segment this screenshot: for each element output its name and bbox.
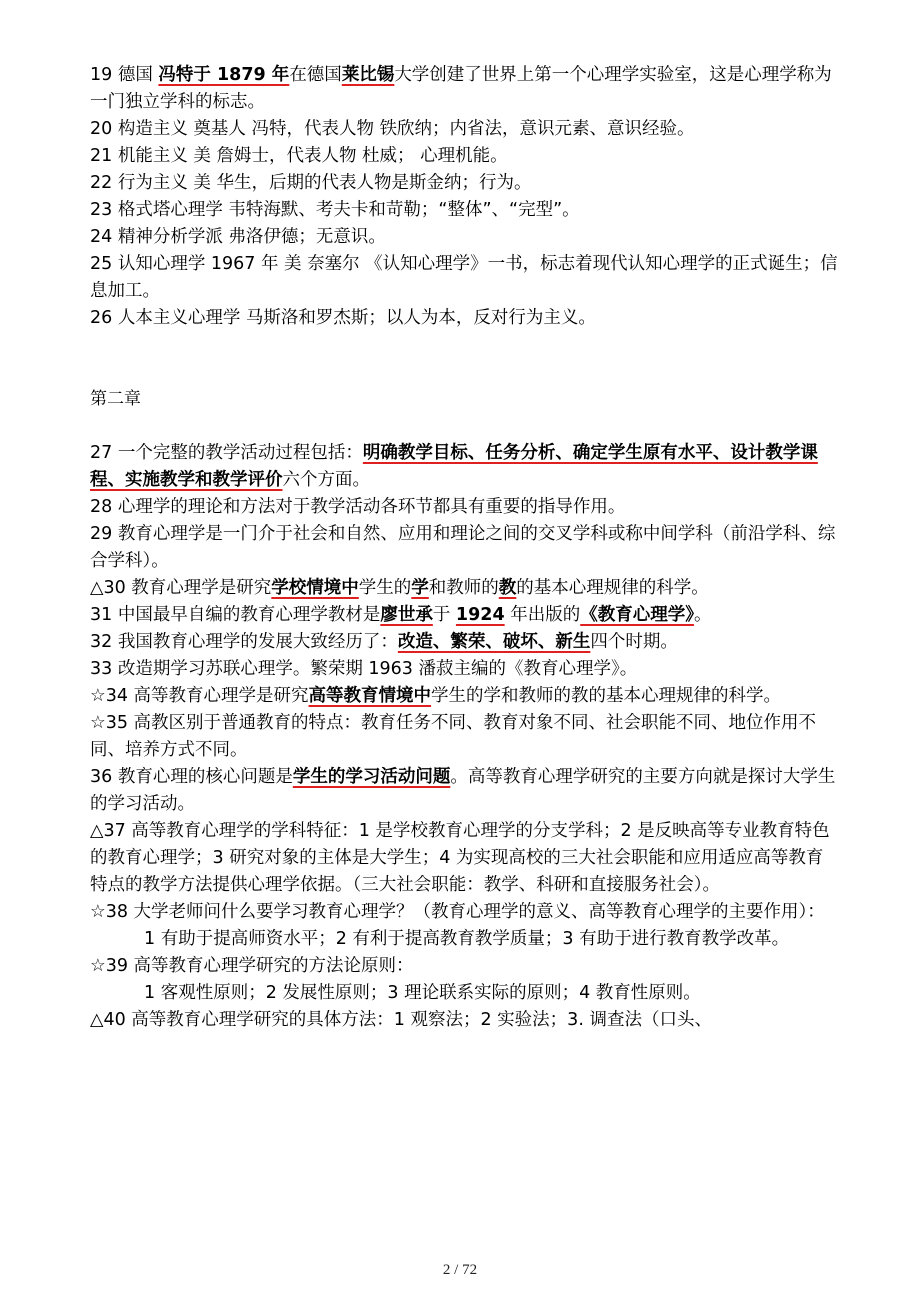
section-chapter-two: [90, 440, 840, 1034]
text-segment: 。: [693, 605, 712, 625]
text-segment: ☆39 高等教育心理学研究的方法论原则：: [90, 956, 414, 976]
highlighted-term: 《教育心理学》: [580, 605, 694, 625]
text-segment: 25 认知心理学 1967 年 美 奈塞尔 《认知心理学》一书，标志着现代认知心理学的正式诞生；信息加工。: [90, 254, 838, 301]
paragraph: [90, 170, 840, 197]
text-segment: 六个方面。: [282, 470, 370, 490]
text-segment: 26 人本主义心理学 马斯洛和罗杰斯；以人为本，反对行为主义。: [90, 308, 596, 328]
paragraph: [90, 143, 840, 170]
text-segment: △37 高等教育心理学的学科特征：1 是学校教育心理学的分支学科；2 是反映高等专业教育特色的教育心理学；3 研究对象的主体是大学生；4 为实现高校的三大社会职能和应用适应高等教育特点的教学方法提供心理学依据。（三大社会职能：教学、科研和直接服务社会）。: [90, 821, 830, 895]
text-segment: 年出版的: [504, 605, 581, 625]
text-segment: 33 改造期学习苏联心理学。繁荣期 1963 潘菽主编的《教育心理学》。: [90, 659, 638, 679]
paragraph: [90, 521, 840, 575]
paragraph: [90, 575, 840, 602]
text-segment: 19 德国: [90, 65, 159, 85]
text-segment: △40 高等教育心理学研究的具体方法：1 观察法；2 实验法；3. 调查法（口头、: [90, 1010, 712, 1030]
paragraph: [90, 494, 840, 521]
page-number: 2 / 72: [442, 1262, 478, 1278]
highlighted-term: 教: [498, 578, 517, 598]
paragraph: [90, 602, 840, 629]
document-content: [90, 62, 840, 1034]
text-segment: 于: [432, 605, 456, 625]
text-segment: 23 格式塔心理学 韦特海默、考夫卡和苛勒；“整体”、“完型”。: [90, 200, 580, 220]
text-segment: 学生的学和教师的教的基本心理规律的科学。: [431, 686, 782, 706]
text-segment: 31 中国最早自编的教育心理学教材是: [90, 605, 381, 625]
paragraph: [90, 251, 840, 305]
paragraph: [90, 116, 840, 143]
chapter-heading: 第二章: [90, 389, 141, 409]
text-segment: ☆34 高等教育心理学是研究: [90, 686, 309, 706]
text-segment: 20 构造主义 奠基人 冯特，代表人物 铁欣纳；内省法，意识元素、意识经验。: [90, 119, 695, 139]
paragraph: [90, 197, 840, 224]
section-chapter-one-tail: [90, 62, 840, 332]
text-segment: 的基本心理规律的科学。: [516, 578, 709, 598]
text-segment: 和教师的: [428, 578, 499, 598]
text-segment: △30 教育心理学是研究: [90, 578, 272, 598]
text-segment: 1 客观性原则；2 发展性原则；3 理论联系实际的原则；4 教育性原则。: [144, 983, 701, 1003]
text-segment: 。高等教育心理学研究的主要方向就是探讨大学生的学习活动。: [90, 767, 836, 814]
text-segment: 学生的: [358, 578, 412, 598]
paragraph: [90, 656, 840, 683]
text-segment: 36 教育心理的核心问题是: [90, 767, 293, 787]
paragraph: [90, 305, 840, 332]
text-segment: 在德国: [289, 65, 342, 85]
text-segment: ☆35 高教区别于普通教育的特点：教育任务不同、教育对象不同、社会职能不同、地位作用不同、培养方式不同。: [90, 713, 817, 760]
paragraph: [90, 62, 840, 116]
paragraph: [90, 440, 840, 494]
text-segment: 28 心理学的理论和方法对于教学活动各环节都具有重要的指导作用。: [90, 497, 626, 517]
text-segment: 四个时期。: [590, 632, 678, 652]
paragraph: [90, 629, 840, 656]
paragraph: [90, 224, 840, 251]
text-segment: 24 精神分析学派 弗洛伊德；无意识。: [90, 227, 386, 247]
spacer: [90, 413, 840, 440]
spacer: [90, 332, 840, 386]
paragraph: [90, 953, 840, 980]
text-segment: 22 行为主义 美 华生，后期的代表人物是斯金纳；行为。: [90, 173, 532, 193]
paragraph: [90, 764, 840, 818]
paragraph: [90, 683, 840, 710]
highlighted-term: 廖世承: [380, 605, 433, 625]
text-segment: 32 我国教育心理学的发展大致经历了：: [90, 632, 398, 652]
paragraph: [90, 1007, 840, 1034]
paragraph: [90, 980, 840, 1007]
text-segment: 大学创建了世界上第一个心理学实验室，这是心理学称为一门独立学科的标志。: [90, 65, 832, 112]
text-segment: 1 有助于提高师资水平；2 有利于提高教育教学质量；3 有助于进行教育教学改革。: [144, 929, 790, 949]
text-segment: 27 一个完整的教学活动过程包括：: [90, 443, 363, 463]
highlighted-term: 莱比锡: [341, 65, 395, 85]
paragraph: [90, 926, 840, 953]
highlighted-term: 学校情境中: [271, 578, 359, 598]
paragraph: [90, 899, 840, 926]
highlighted-term: 改造、繁荣、破坏、新生: [397, 632, 591, 652]
text-segment: 21 机能主义 美 詹姆士，代表人物 杜威； 心理机能。: [90, 146, 508, 166]
paragraph: [90, 818, 840, 899]
text-segment: 29 教育心理学是一门介于社会和自然、应用和理论之间的交叉学科或称中间学科（前沿学科、综合学科）。: [90, 524, 836, 571]
highlighted-term: 高等教育情境中: [308, 686, 432, 706]
highlighted-term: 明确教学目标、任务分析、确定学生原有水平、设计教学课程、实施教学和教学评价: [90, 443, 818, 490]
highlighted-term: 1924: [455, 605, 505, 625]
highlighted-term: 学: [411, 578, 429, 598]
highlighted-term: 冯特于 1879 年: [158, 65, 290, 85]
highlighted-term: 学生的学习活动问题: [292, 767, 451, 787]
paragraph: [90, 710, 840, 764]
text-segment: ☆38 大学老师问什么要学习教育心理学？（教育心理学的意义、高等教育心理学的主要作用）：: [90, 902, 825, 922]
